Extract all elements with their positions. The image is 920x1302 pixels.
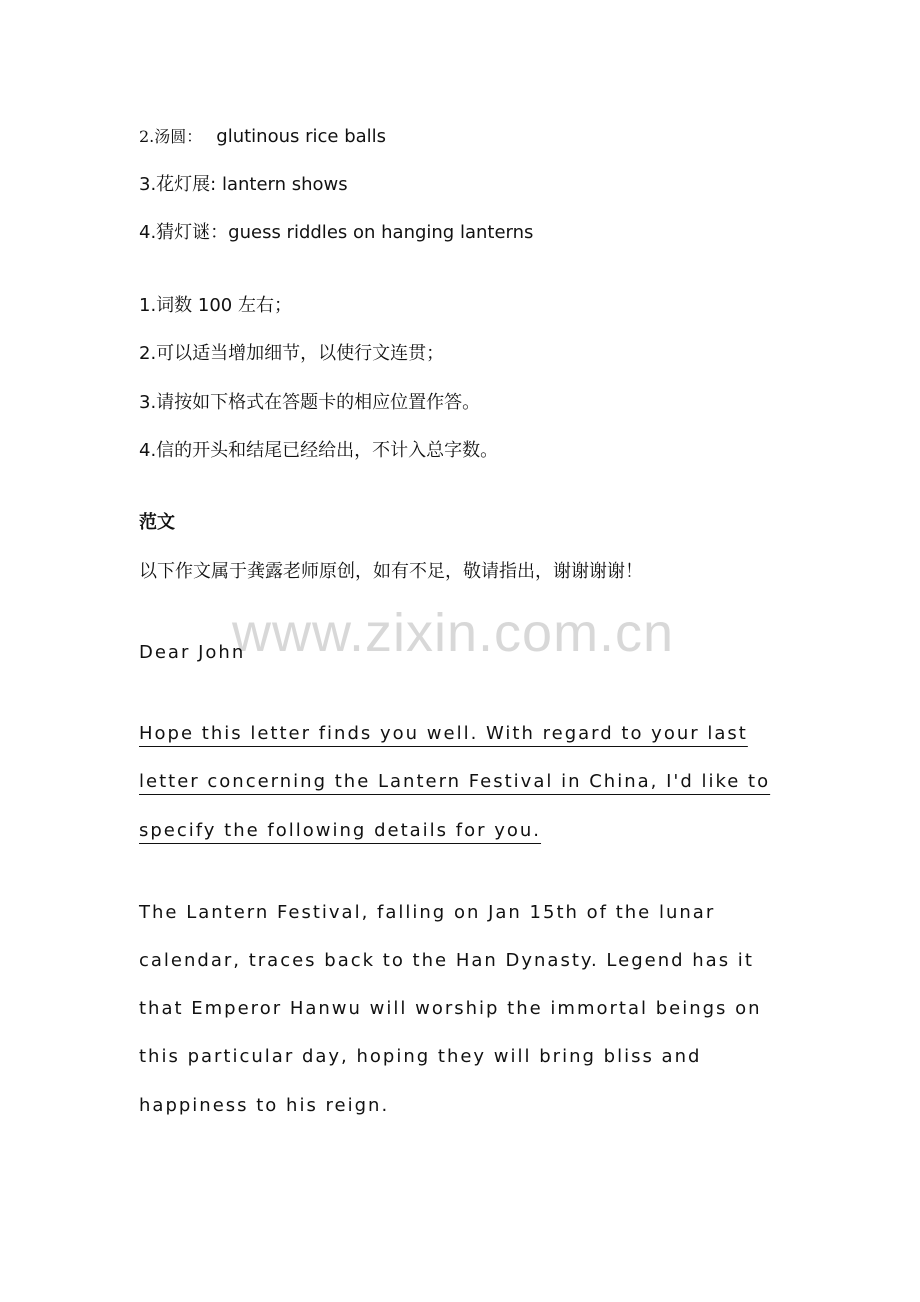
letter-body-line: calendar, traces back to the Han Dynasty. Legend has it <box>139 950 754 971</box>
letter-opening-line: specify the following details for you. <box>139 820 542 841</box>
letter-body-line: The Lantern Festival, falling on Jan 15th of the lunar <box>139 902 716 923</box>
letter-opening-line: Hope this letter finds you well. With regard to your last <box>139 723 748 744</box>
letter-salutation: Dear John <box>139 642 246 663</box>
requirement-3: 3.请按如下格式在答题卡的相应位置作答。 <box>139 392 481 413</box>
vocab-item-3: 3.花灯展: lantern shows <box>139 174 348 195</box>
requirement-4: 4.信的开头和结尾已经给出，不计入总字数。 <box>139 440 499 461</box>
vocab-item-4: 4.猜灯谜：guess riddles on hanging lanterns <box>139 222 534 243</box>
vocab-item-2 <box>139 125 386 149</box>
letter-body-line: this particular day, hoping they will bring bliss and <box>139 1046 702 1067</box>
model-essay-heading: 范文 <box>139 512 175 533</box>
vocab-item-english: glutinous rice balls <box>216 126 387 147</box>
letter-body-line: happiness to his reign. <box>139 1095 390 1116</box>
letter-body-line: that Emperor Hanwu will worship the immortal beings on <box>139 998 762 1019</box>
model-essay-note: 以下作文属于龚露老师原创，如有不足，敬请指出，谢谢谢谢！ <box>139 561 643 582</box>
letter-opening-line: letter concerning the Lantern Festival in China, I'd like to <box>139 771 771 792</box>
watermark-text: www.zixin.com.cn <box>232 603 675 663</box>
requirement-2: 2.可以适当增加细节，以使行文连贯； <box>139 343 445 364</box>
vocab-item-number: 2. <box>139 127 155 146</box>
vocab-item-chinese: 汤圆： <box>154 127 203 146</box>
requirement-1: 1.词数 100 左右； <box>139 295 292 316</box>
